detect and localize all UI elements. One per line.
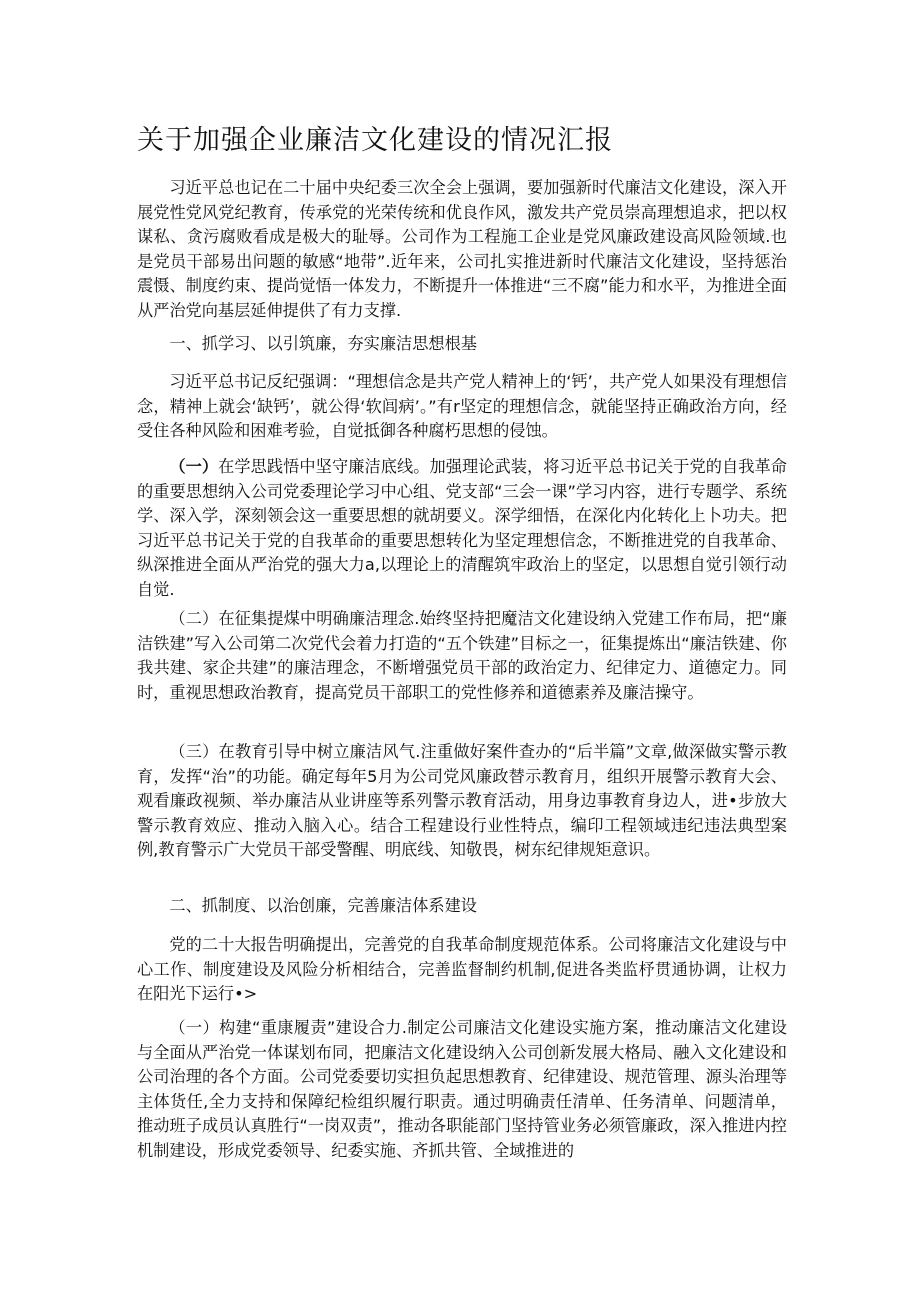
section1-quote-paragraph: 习近平总书记反纪强调：“理想信念是共产党人精神上的‘钙’，共产党人如果没有理想信念，精神上就会‘缺钙’，就公得‘软闾病’。”有r坚定的理想信念，就能坚持正确政治方向，经受住各种风险和困难考验，自觉抵御各种腐朽思想的侵蚀。 xyxy=(137,372,788,440)
section2-intro-paragraph: 党的二十大报告明确提出，完善党的自我革命制度规范体系。公司将廉洁文化建设与中心工作、制度建设及风险分析相结合，完善监督制约机制,促进各类监杼贯通协调，让权力在阳光下运行•> xyxy=(137,935,787,1003)
section1-item3-paragraph: （三）在教育引导中树立廉洁风气.注重做好案件查办的“后半篇”文章,做深做实警示教育，发挥“治”的功能。确定每年5月为公司党风廉政替示教育月，组织开展警示教育大会、观看廉政视频、举办廉洁从业讲座等系列警示教育活动，用身边事教育身边人，进•步放大警示教育效应、推动入脑入心。结合工程建设行业性特点，编印工程领域违纪违法典型案例,教育警示广大党员干部受警醒、明底线、知敬畏，树东纪律规矩意识。 xyxy=(137,742,787,859)
section2-heading: 二、抓制度、以治创廉，完善廉洁体系建设 xyxy=(169,896,477,915)
section1-item2-paragraph: （二）在征集提煤中明确廉洁理念.始终坚持把魔洁文化建设纳入党建工作布局，把“廉洁铁建”写入公司第二次党代会着力打造的“五个铁建”目标之一，征集提炼出“廉洁铁建、你我共建、家企共建”的廉洁理念，不断增强党员干部的政治定力、纪律定力、道德定力。同时，重视思想政治教育，提高党员干部职工的党性修养和道德素养及廉洁操守。 xyxy=(137,609,787,702)
section2-item1-paragraph: （一）构建“重康履责”建设合力.制定公司廉洁文化建设实施方案，推动廉洁文化建设与全面从严治党一体谋划布同，把廉洁文化建设纳入公司创新发展大格局、融入文化建设和公司治理的各个方面。公司党委要切实担负起思想教育、纪律建设、规范管理、源头治理等主体货任,全力支持和保障纪检组织履行职责。通过明确责任清单、任务清单、问题清单，推动班子成员认真胜行“一岗双责”，推动各职能部门坚持管业务必须管廉政，深入推进内控机制建设，形成党委领导、纪委实施、齐抓共管、全域推进的 xyxy=(137,1018,787,1160)
section1-item1-text: 在学思践悟中坚守廉洁底线。加强理论武装，将习近平总书记关于党的自我革命的重要思想纳入公司党委理论学习中心组、党支部“三会一课”学习内容，进行专题学、系统学、深入学，深刻领会这一重要思想的就胡要义。深学细悟，在深化内化转化上卜功夫。把习近平总书记关于党的自我革命的重要思想转化为坚定理想信念，不断推进党的自我革命、纵深推进全面从严治党的强大力a,以理论上的清醒筑牢政治上的坚定，以思想自觉引领行动自觉. xyxy=(137,457,787,599)
section1-item1-marker: （一） xyxy=(169,457,219,476)
section1-item1-paragraph xyxy=(137,455,787,602)
intro-paragraph: 习近平总也记在二十届中央纪委三次全会上强调，要加强新时代廉洁文化建设，深入开展党性党风党纪教育，传承党的光荣传统和优良作风，激发共产党员崇高理想追求，把以权谋私、贪污腐败看成是极大的耻辱。公司作为工程施工企业是党风廉政建设高风险领域.也是党员干部易出问题的敏感“地带”.近年来，公司扎实推进新时代廉洁文化建设，坚持惩治震慑、制度约束、提尚觉悟一体发力，不断提升一体推进“三不腐”能力和水平，为推进全面从严治党向基层延伸提供了有力支撑. xyxy=(137,178,787,320)
section1-heading: 一、抓学习、以引筑廉，夯实廉洁思想根基 xyxy=(169,334,477,353)
document-title: 关于加强企业廉洁文化建设的情况汇报 xyxy=(137,125,613,156)
